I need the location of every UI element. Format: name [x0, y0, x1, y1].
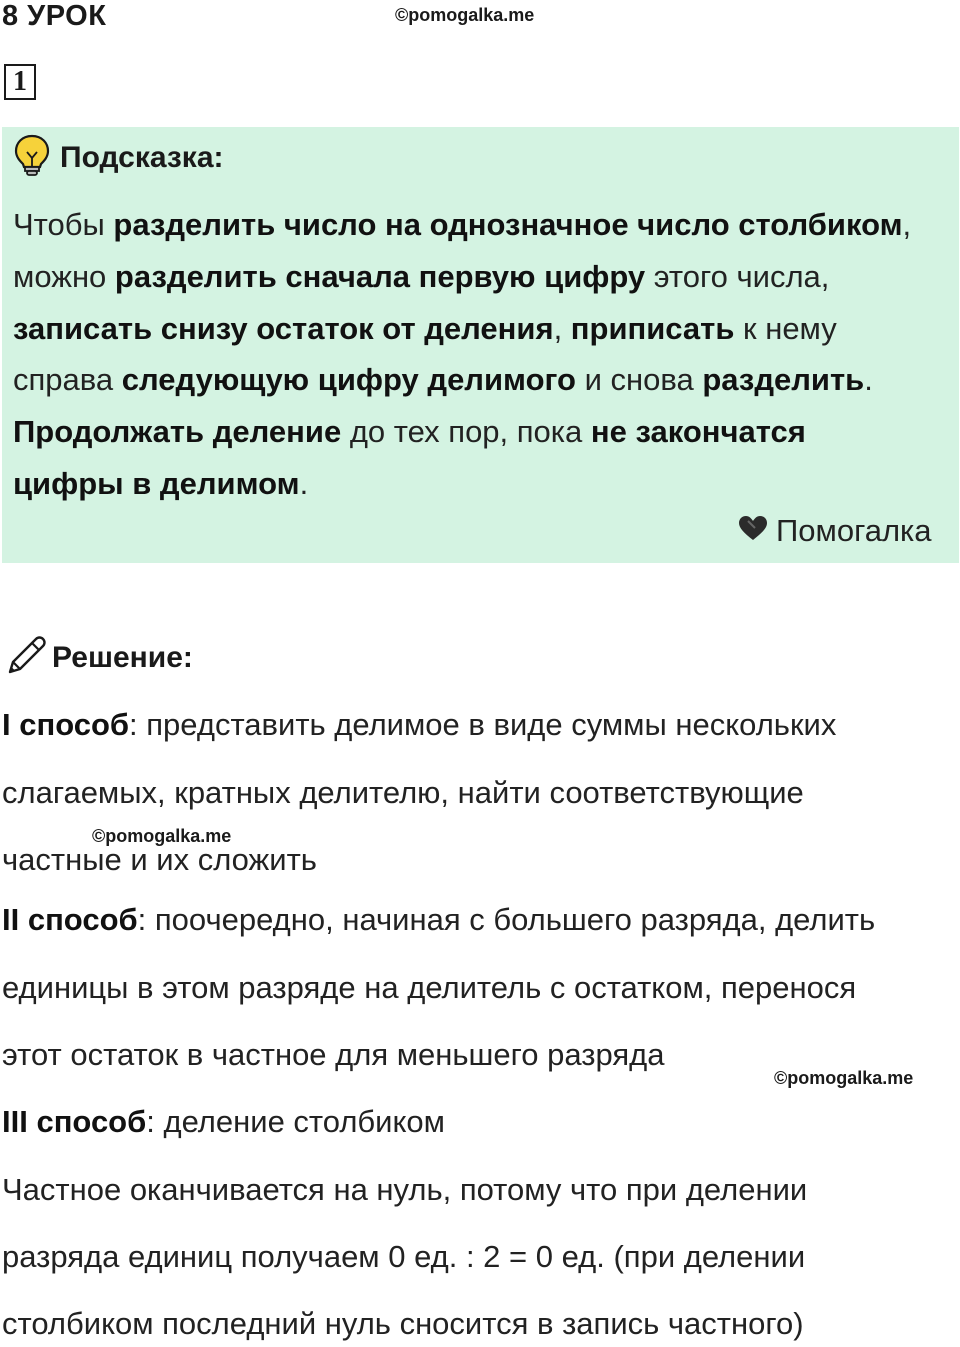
solution-line — [2, 902, 875, 938]
solution-line — [2, 1037, 665, 1073]
solution-line — [2, 707, 836, 743]
text-run: : представить делимое в виде суммы нескольких — [129, 707, 837, 742]
text-run: , — [902, 207, 912, 242]
text-run: частные и их сложить — [2, 842, 317, 877]
solution-title: Решение: — [52, 640, 193, 674]
text-run: , — [553, 310, 571, 346]
credit-label: Помогалка — [776, 513, 932, 548]
text-run: Частное оканчивается на нуль, потому что при делении — [2, 1172, 808, 1207]
bold-text: приписать — [570, 310, 735, 346]
solution-line — [2, 1104, 445, 1140]
hint-line — [13, 303, 953, 355]
bold-text: разделить сначала первую цифру — [114, 258, 646, 294]
text-run: : поочередно, начиная с большего разряда, делить — [137, 902, 876, 937]
hint-title: Подсказка: — [60, 140, 224, 174]
bold-text: Продолжать деление — [13, 414, 342, 450]
text-run: : деление столбиком — [146, 1104, 445, 1139]
hint-line — [13, 354, 953, 406]
solution-line — [2, 1306, 804, 1342]
bold-text: I способ — [2, 707, 130, 742]
text-run: слагаемых, кратных делителю, найти соответствующие — [2, 775, 804, 810]
bold-text: разделить — [702, 362, 865, 398]
text-run: и снова — [575, 362, 703, 398]
solution-header — [6, 634, 193, 681]
lesson-title: 8 УРОК — [2, 0, 107, 32]
text-run: справа — [13, 362, 122, 398]
lightbulb-icon — [14, 134, 50, 181]
bold-text: II способ — [2, 902, 138, 937]
solution-line — [2, 842, 317, 878]
watermark: ©pomogalka.me — [92, 826, 232, 846]
hint-header — [14, 134, 224, 181]
text-run: до тех пор, пока — [341, 414, 591, 450]
hint-line — [13, 251, 953, 303]
solution-line — [2, 1172, 807, 1208]
text-run: столбиком последний нуль сносится в запись частного) — [2, 1306, 804, 1341]
hint-line — [13, 199, 953, 251]
text-run: разряда единиц получаем 0 ед. : 2 = 0 ед. (при делении — [2, 1239, 806, 1274]
text-run: . — [299, 465, 309, 501]
text-run: Чтобы — [13, 207, 114, 242]
text-run: к нему — [734, 310, 837, 346]
bold-text: следующую цифру делимого — [121, 362, 576, 398]
solution-line — [2, 1239, 805, 1275]
text-run: этого числа, — [645, 258, 830, 294]
solution-line — [2, 970, 856, 1006]
credit — [738, 513, 932, 549]
hint-line — [13, 406, 953, 458]
bold-text: разделить число на однозначное число столбиком — [113, 207, 903, 242]
hint-text — [13, 199, 953, 510]
text-run: можно — [13, 258, 115, 294]
text-run: этот остаток в частное для меньшего разряда — [2, 1037, 665, 1072]
bold-text: не закончатся — [590, 414, 806, 450]
watermark: ©pomogalka.me — [774, 1068, 914, 1088]
bold-text: III способ — [2, 1104, 147, 1139]
watermark: ©pomogalka.me — [395, 5, 535, 25]
pencil-icon — [6, 634, 48, 681]
heart-icon — [738, 513, 768, 549]
text-run: единицы в этом разряде на делитель с остатком, перенося — [2, 970, 857, 1005]
bold-text: записать снизу остаток от деления — [13, 310, 554, 346]
solution-line — [2, 775, 804, 811]
hint-line — [13, 458, 953, 510]
text-run: . — [864, 362, 873, 398]
bold-text: цифры в делимом — [13, 465, 300, 501]
task-number: 1 — [4, 64, 36, 100]
